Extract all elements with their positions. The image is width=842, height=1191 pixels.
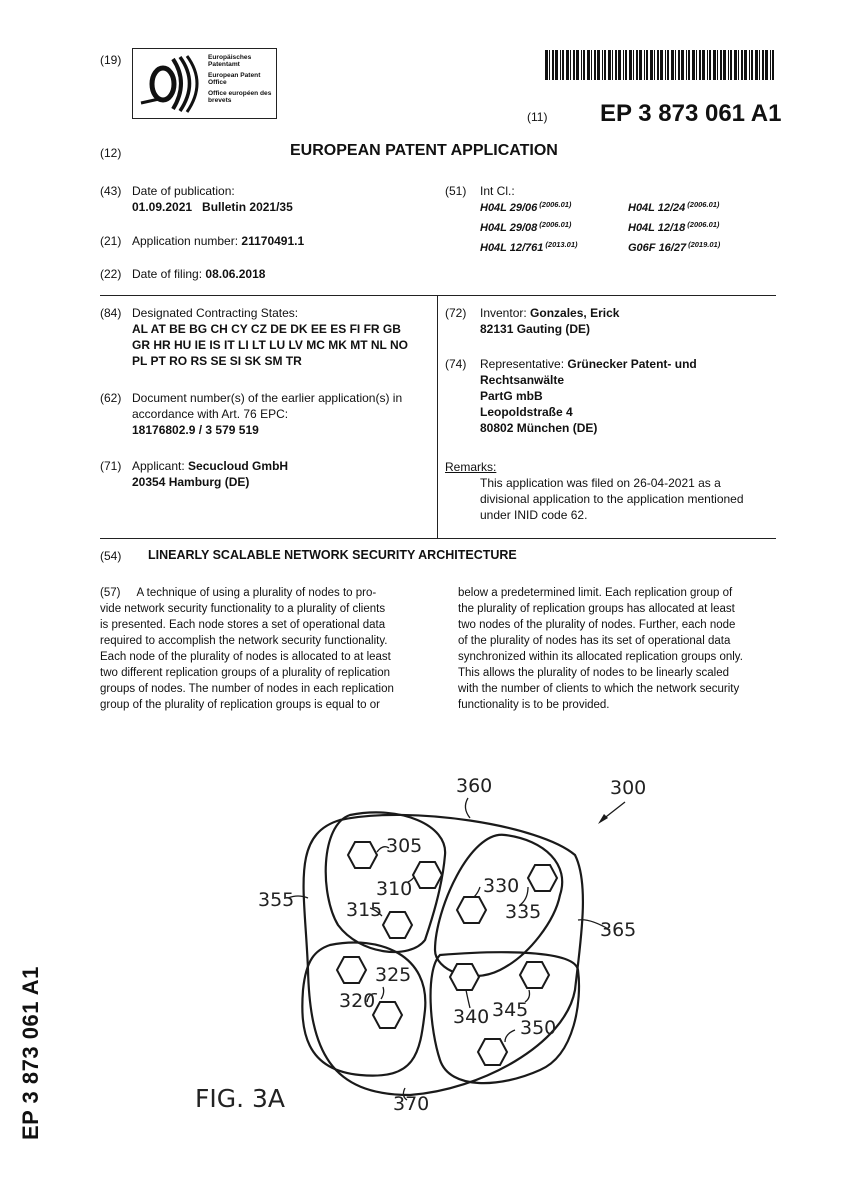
barcode-bar [675, 50, 676, 80]
ref-300: 300 [610, 777, 647, 799]
barcode-bar [639, 50, 642, 80]
publication-date: 01.09.2021 Bulletin 2021/35 [132, 200, 293, 214]
barcode-bar [629, 50, 632, 80]
barcode-bar [728, 50, 729, 80]
barcode-bar [549, 50, 550, 80]
ref-315: 315 [346, 899, 383, 921]
barcode-bar [707, 50, 708, 80]
designated-states-label: Designated Contracting States: [132, 306, 299, 320]
abstract-right-column: below a predetermined limit. Each replication group of the plurality of replication groups has allocated at least two nodes of the plurality of nodes. Further, each node of the plurality of nodes has its set of operational data synchronized within its allocated replication groups only. This allows the plurality of nodes to be linearly scaled with the number of clients to which the network security functionality is to be provided. [458, 587, 743, 711]
barcode-bar [720, 50, 722, 80]
barcode-bar [633, 50, 634, 80]
inid-code-21: (21) [100, 234, 122, 248]
barcode-bar [762, 50, 764, 80]
node-hexagon-icon [337, 957, 366, 983]
ipc-class: H04L 12/761 $^{(2013.01)}$ [480, 240, 578, 254]
barcode-bar [650, 50, 653, 80]
inid-code-11: (11) [527, 110, 548, 124]
node-hexagon-icon [528, 865, 557, 891]
barcode-bar [688, 50, 690, 80]
barcode-bar [612, 50, 613, 80]
barcode-bar [765, 50, 768, 80]
ref-335: 335 [505, 901, 542, 923]
barcode-bar [723, 50, 726, 80]
barcode-bar [552, 50, 554, 80]
barcode-bar [741, 50, 743, 80]
barcode-bar [555, 50, 558, 80]
barcode-bar [759, 50, 760, 80]
barcode-bar [545, 50, 548, 80]
barcode-bar [667, 50, 669, 80]
epo-logo-text [208, 54, 276, 107]
barcode-bar [699, 50, 701, 80]
barcode-bar [709, 50, 711, 80]
barcode-bar [591, 50, 592, 80]
ipc-classification-list [480, 197, 768, 256]
abstract-left-column: (57) A technique of using a plurality of nodes to pro- vide network security functionality to a plurality of clients is presented. Each node stores a set of operational data required to accomplish the network security functionality. Each node of the plurality of nodes is allocated to at least two different replication groups of a plurality of replication groups of nodes. The number of nodes in each replication group of the plurality of replication groups is equal to or [100, 585, 418, 713]
logo-line: Office européen des brevets [208, 89, 272, 105]
inventor: Inventor: Gonzales, Erick 82131 Gauting (DE) [480, 306, 620, 336]
barcode-bar [646, 50, 648, 80]
barcode-bar [583, 50, 585, 80]
ref-370: 370 [393, 1093, 430, 1115]
node-hexagon-icon [457, 897, 486, 923]
ref-345: 345 [492, 999, 529, 1021]
barcode-bar [597, 50, 600, 80]
barcode-bar [562, 50, 564, 80]
applicant: Applicant: Secucloud GmbH 20354 Hamburg (DE) [132, 459, 289, 489]
ref-365: 365 [600, 919, 637, 941]
inid-code-71: (71) [100, 459, 122, 473]
barcode-bar [581, 50, 582, 80]
application-number-field [132, 233, 304, 249]
remarks-label: Remarks: [445, 460, 497, 474]
barcode-bar [686, 50, 687, 80]
barcode-bar [751, 50, 753, 80]
node-hexagon-icon [450, 964, 479, 990]
barcode-bar [717, 50, 718, 80]
earlier-application-number: 18176802.9 / 3 579 519 [132, 423, 259, 437]
barcode-bar [636, 50, 638, 80]
inid-code-74: (74) [445, 357, 467, 371]
inid-code-43: (43) [100, 184, 122, 198]
inid-code-12: (12) [100, 146, 122, 160]
barcode-bar [755, 50, 758, 80]
earlier-application: Document number(s) of the earlier application(s) in accordance with Art. 76 EPC: 18176802.9 / 3 579 519 [132, 391, 403, 437]
ref-350: 350 [520, 1017, 557, 1039]
barcode-bar [678, 50, 680, 80]
publication-date-label: Date of publication: [132, 184, 235, 198]
inid-code-22: (22) [100, 267, 122, 281]
barcode-bar [744, 50, 747, 80]
column-divider [437, 295, 438, 538]
figure-caption: FIG. 3A [195, 1084, 286, 1113]
divider-top [100, 295, 776, 296]
barcode-bar [608, 50, 611, 80]
barcode-bar [623, 50, 624, 80]
epo-logo [132, 48, 277, 119]
barcode-bar [615, 50, 617, 80]
barcode-bar [573, 50, 575, 80]
invention-title: LINEARLY SCALABLE NETWORK SECURITY ARCHITECTURE [148, 548, 517, 562]
ref-305: 305 [386, 835, 423, 857]
inid-code-72: (72) [445, 306, 467, 320]
node-hexagon-icon [348, 842, 377, 868]
node-hexagon-icon [373, 1002, 402, 1028]
ipc-class: G06F 16/27 $^{(2019.01)}$ [628, 240, 721, 254]
barcode-bar [587, 50, 590, 80]
document-type: EUROPEAN PATENT APPLICATION [290, 142, 558, 159]
abstract-first-line: (57) A technique of using a plurality of nodes to pro- [100, 587, 377, 599]
ref-330: 330 [483, 875, 520, 897]
barcode-bar [738, 50, 739, 80]
barcode-bar [618, 50, 621, 80]
epo-logo-icon [137, 53, 203, 115]
barcode-bar [730, 50, 732, 80]
node-hexagon-icon [413, 862, 442, 888]
ref-355: 355 [258, 889, 295, 911]
node-hexagon-icon [478, 1039, 507, 1065]
arrowhead-icon [598, 814, 608, 824]
ref-310: 310 [376, 878, 413, 900]
barcode-bar [654, 50, 655, 80]
barcode-bar [602, 50, 603, 80]
barcode-bar [734, 50, 737, 80]
barcode-bar [681, 50, 684, 80]
designated-states: AL AT BE BG CH CY CZ DE DK EE ES FI FR GB GR HR HU IE IS IT LI LT LU LV MC MK MT NL NO PL PT RO RS SE SI SK SM TR [132, 322, 408, 368]
node-hexagon-icon [520, 962, 549, 988]
side-publication-number: EP 3 873 061 A1 [18, 966, 43, 1140]
barcode-bar [657, 50, 659, 80]
filing-date-field [132, 266, 265, 282]
barcode-bar [644, 50, 645, 80]
ipc-class: H04L 29/08 $^{(2006.01)}$ [480, 220, 572, 234]
int-cl-label: Int Cl.: [480, 184, 515, 198]
logo-line: European Patent Office [208, 71, 261, 87]
inid-code-51: (51) [445, 184, 467, 198]
barcode-bar [566, 50, 569, 80]
barcode [545, 50, 775, 80]
barcode-bar [772, 50, 774, 80]
barcode-bar [560, 50, 561, 80]
barcode-bar [660, 50, 663, 80]
filing-date: 08.06.2018 [205, 267, 266, 281]
publication-number: EP 3 873 061 A1 [600, 100, 782, 127]
application-number-label: Application number: [132, 234, 239, 248]
divider-bottom [100, 538, 776, 539]
barcode-bar [702, 50, 705, 80]
ref-360: 360 [456, 775, 493, 797]
barcode-bar [594, 50, 596, 80]
filing-date-label: Date of filing: [132, 267, 203, 281]
barcode-bar [625, 50, 627, 80]
inid-code-84: (84) [100, 306, 122, 320]
application-number: 21170491.1 [241, 234, 305, 248]
remarks-text: This application was filed on 26-04-2021 as a divisional application to the application mentioned under INID code 62. [480, 476, 744, 522]
ref-325: 325 [375, 964, 412, 986]
ipc-class: H04L 29/06 $^{(2006.01)}$ [480, 200, 572, 214]
node-hexagon-icon [383, 912, 412, 938]
inid-code-54: (54) [100, 549, 122, 563]
representative: Representative: Grünecker Patent- und Rechtsanwälte PartG mbB Leopoldstraße 4 80802 München (DE) [480, 357, 697, 435]
barcode-bar [749, 50, 750, 80]
barcode-bar [671, 50, 674, 80]
barcode-bar [576, 50, 579, 80]
ipc-class: H04L 12/18 $^{(2006.01)}$ [628, 220, 720, 234]
barcode-bar [665, 50, 666, 80]
figure-3a [180, 770, 650, 1120]
inid-code-62: (62) [100, 391, 122, 405]
barcode-bar [713, 50, 716, 80]
barcode-bar [570, 50, 571, 80]
barcode-bar [696, 50, 697, 80]
logo-line: Europäisches Patentamt [208, 54, 252, 69]
inid-code-19: (19) [100, 53, 122, 67]
ipc-class: H04L 12/24 $^{(2006.01)}$ [628, 200, 720, 214]
barcode-bar [770, 50, 771, 80]
ref-320: 320 [339, 990, 376, 1012]
barcode-bar [604, 50, 606, 80]
ref-340: 340 [453, 1006, 490, 1028]
barcode-bar [692, 50, 695, 80]
